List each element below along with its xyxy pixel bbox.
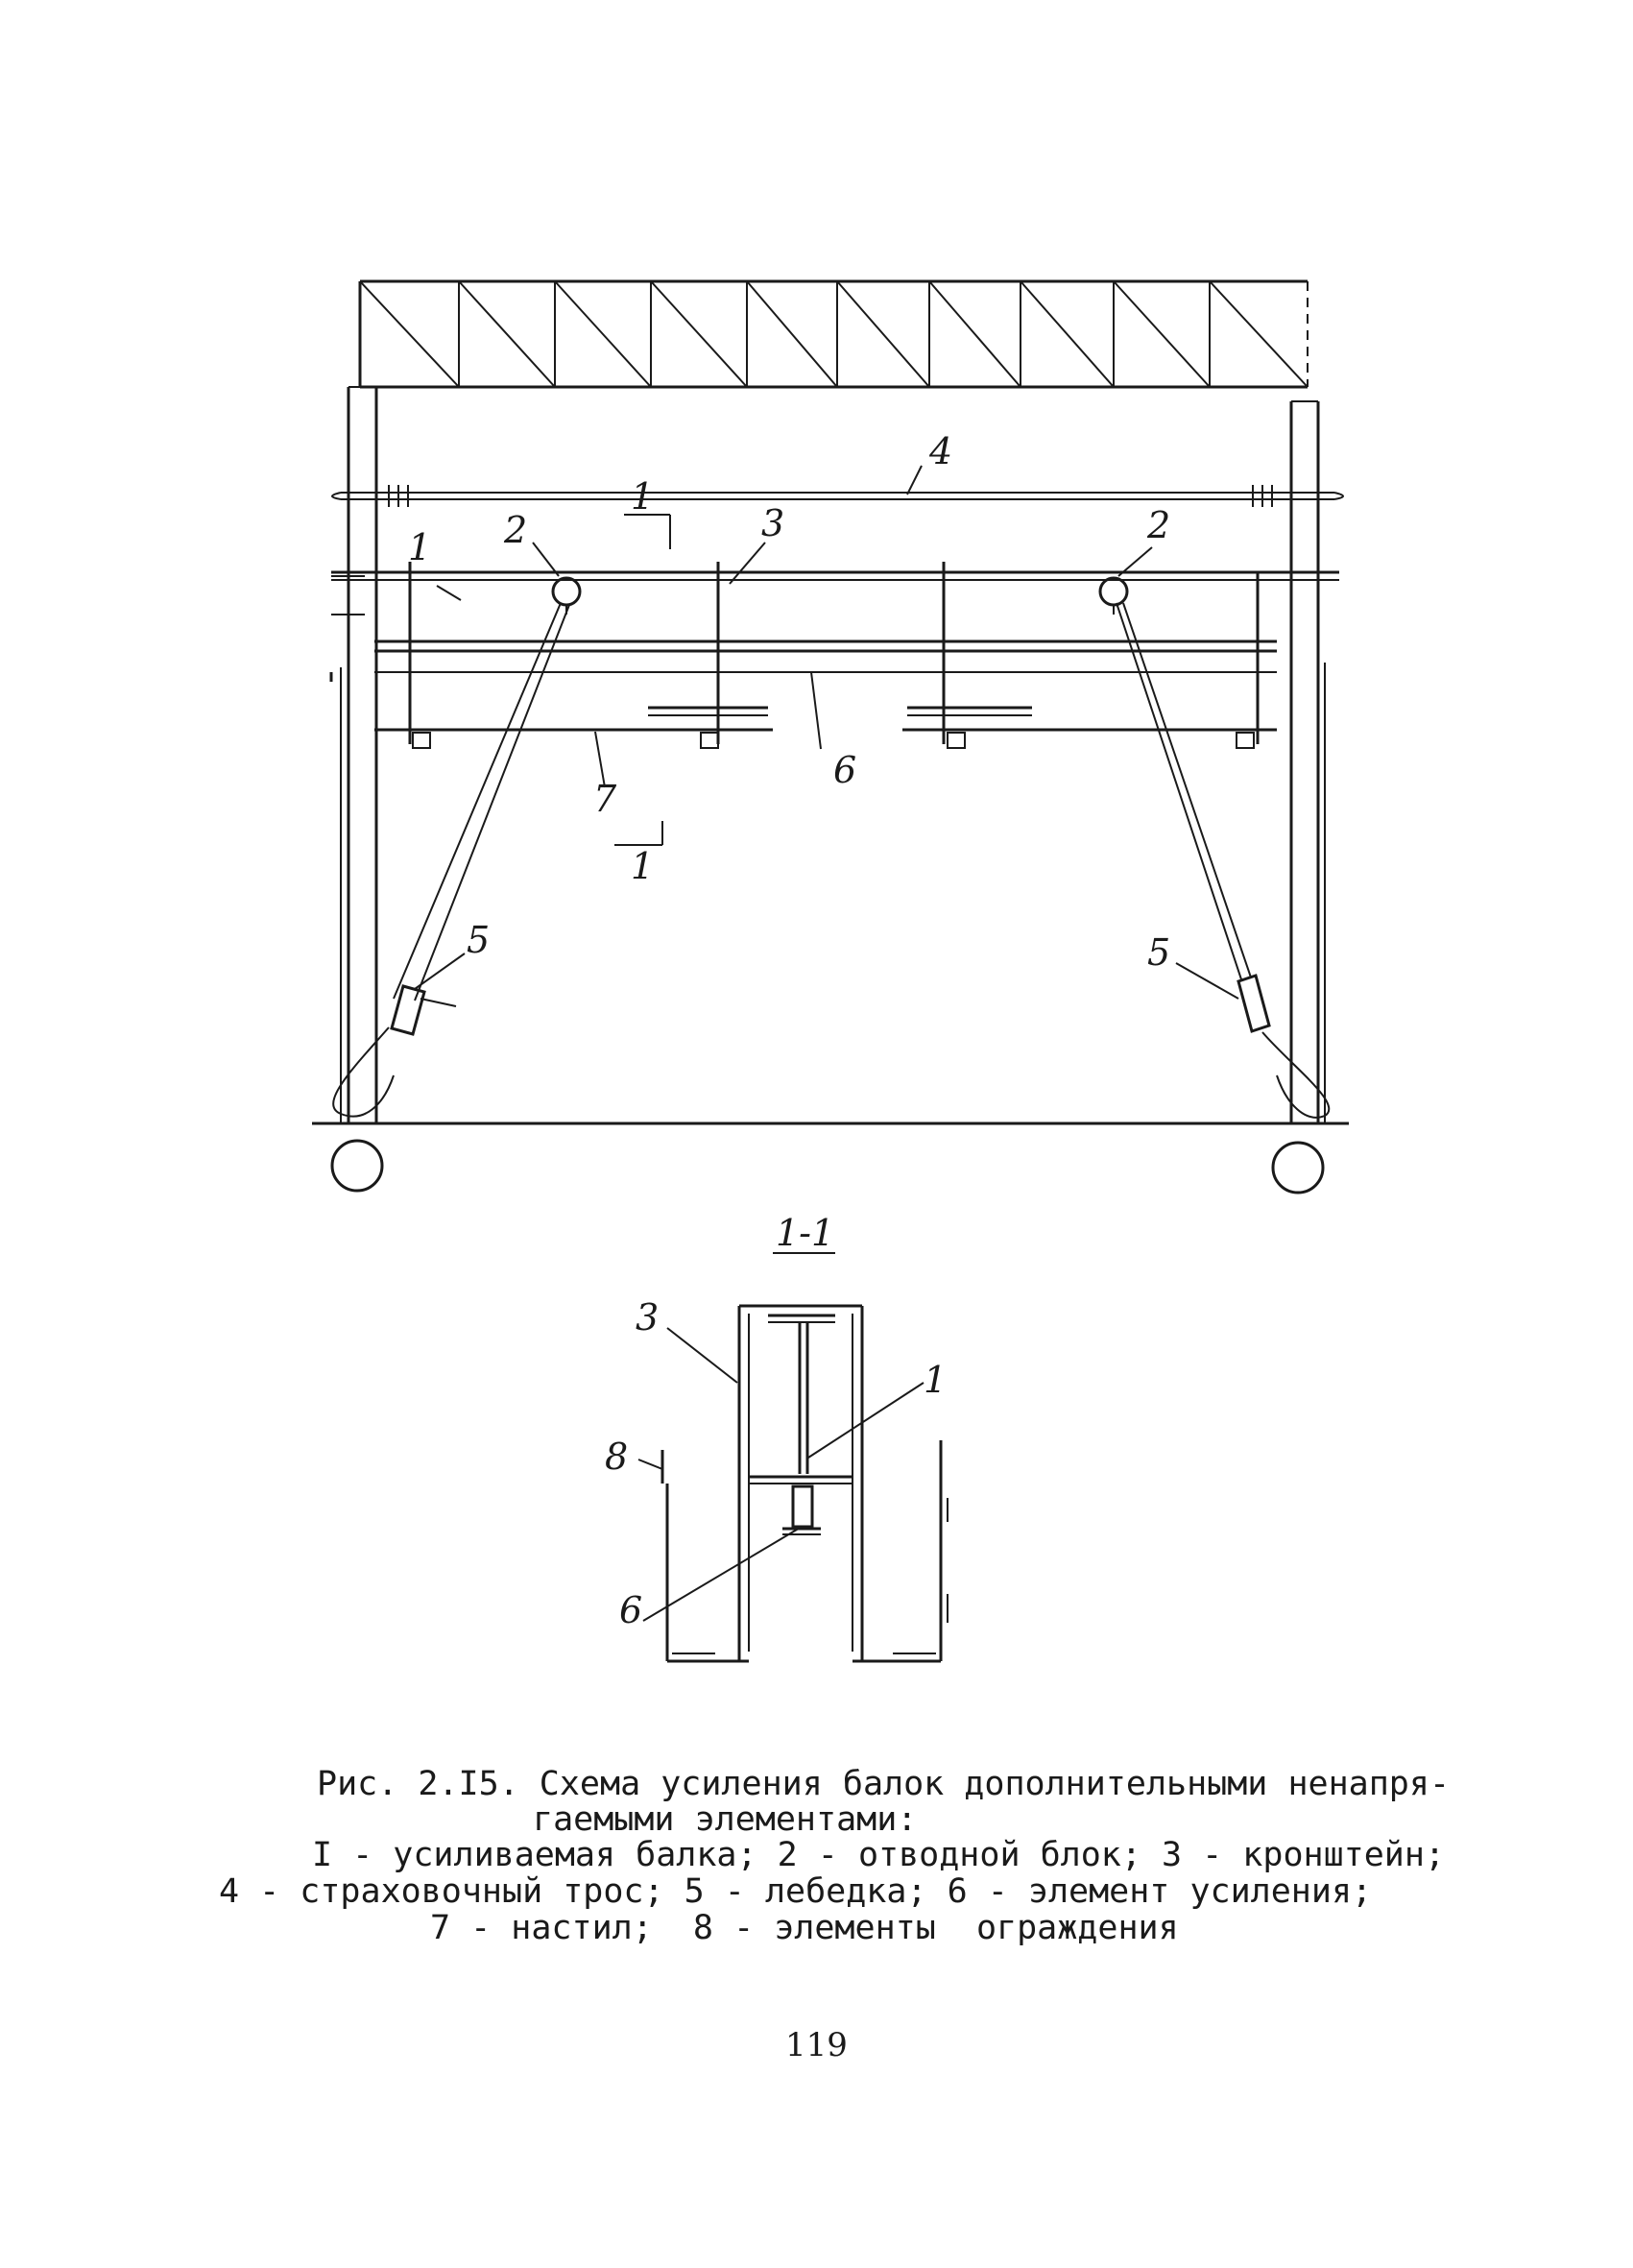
left-wheel xyxy=(332,1141,382,1191)
caption-line-1: Рис. 2.I5. Схема усиления балок дополнительными ненапря- xyxy=(317,1765,1451,1803)
label-deck: 7 xyxy=(593,778,617,820)
winch-right xyxy=(1238,976,1269,1031)
section-label-fence: 8 xyxy=(605,1436,629,1478)
winch-cables xyxy=(333,603,1329,1118)
label-reinforcement: 6 xyxy=(833,749,857,791)
section-label-beam: 1 xyxy=(924,1359,948,1401)
section-view xyxy=(638,1306,948,1661)
section-label-reinforcement: 6 xyxy=(619,1589,643,1631)
diverting-block-right xyxy=(1100,578,1127,615)
label-winch-right: 5 xyxy=(1147,931,1171,974)
section-title: 1-1 xyxy=(776,1212,835,1254)
safety-rope xyxy=(332,485,1343,507)
roof-truss xyxy=(360,281,1308,387)
right-column xyxy=(1291,401,1325,1123)
label-bracket: 3 xyxy=(761,502,785,544)
section-label-bracket: 3 xyxy=(636,1296,660,1339)
reinforcement-element xyxy=(648,708,1032,715)
diverting-block-left xyxy=(553,578,580,615)
label-block-left: 2 xyxy=(504,509,528,551)
label-beam: 1 xyxy=(408,526,432,568)
winch-left xyxy=(392,986,456,1034)
gantry-base xyxy=(312,1123,1349,1193)
caption-line-2: гаемыми элементами: xyxy=(533,1800,918,1839)
caption-line-5: 7 - настил; 8 - элементы ограждения xyxy=(430,1909,1179,1947)
leader-lines xyxy=(415,466,1238,999)
brackets xyxy=(410,562,1258,748)
label-section-mark-bottom: 1 xyxy=(631,845,655,887)
caption-line-4: 4 - страховочный трос; 5 - лебедка; 6 - элемент усиления; xyxy=(219,1872,1373,1911)
strengthened-beam xyxy=(331,572,1339,682)
label-safety-rope: 4 xyxy=(929,430,953,472)
caption-line-3: I - усиливаемая балка; 2 - отводной блок; 3 - кронштейн; xyxy=(312,1836,1446,1874)
label-block-right: 2 xyxy=(1147,504,1171,546)
label-winch-left: 5 xyxy=(467,919,491,961)
label-section-mark-top: 1 xyxy=(631,475,655,518)
section-mark-bottom xyxy=(614,821,662,845)
left-column xyxy=(331,387,376,1123)
right-wheel xyxy=(1273,1143,1323,1193)
section-mark-top xyxy=(624,515,670,549)
page-number: 119 xyxy=(785,2026,848,2064)
